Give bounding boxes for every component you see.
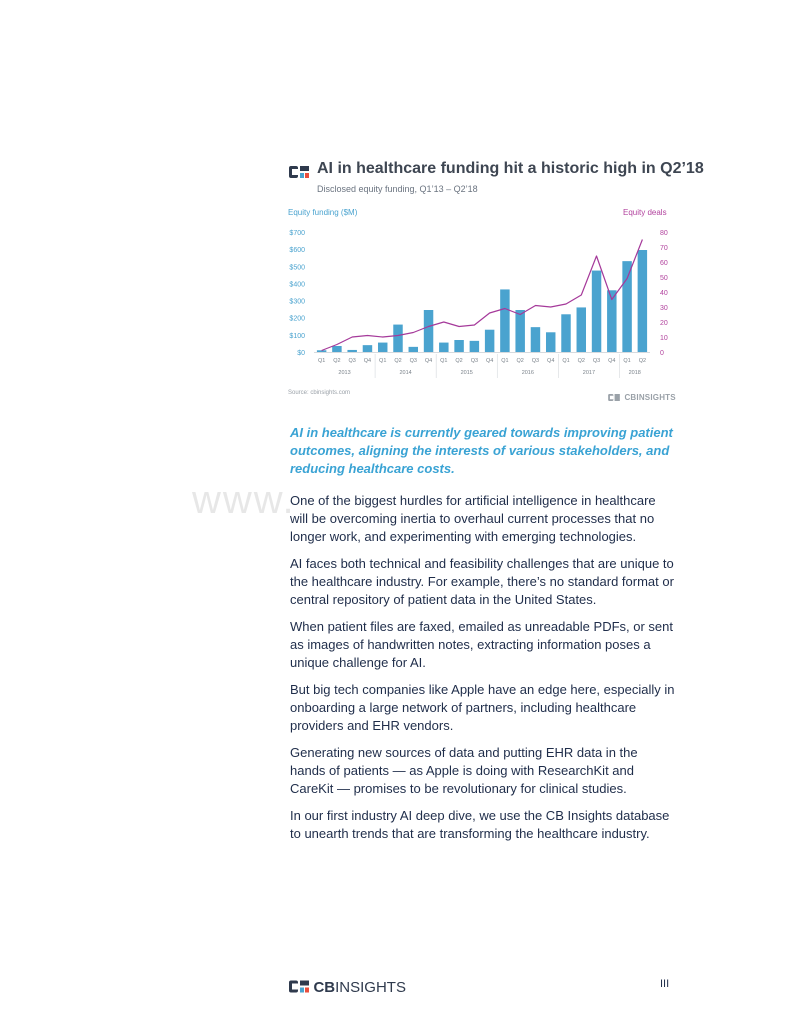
year-label: 2013 — [338, 370, 351, 376]
article-paragraph: Generating new sources of data and putting EHR data in the hands of patients — as Apple is doing with ResearchKit and CareKit — promises to be revolutionary for clinical studies. — [290, 745, 638, 796]
watermark: www. — [192, 478, 296, 522]
article-paragraph: AI faces both technical and feasibility challenges that are unique to the healthcare industry. For example, there’s no standard format or central repository of patient data in the United States. — [290, 556, 674, 607]
article-paragraph: But big tech companies like Apple have an edge here, especially in onboarding a large network of partners, including healthcare providers and EHR vendors. — [290, 682, 675, 733]
left-tick-label: $0 — [297, 350, 305, 357]
funding-bar — [439, 343, 448, 352]
quarter-label: Q4 — [424, 358, 433, 364]
quarter-label: Q2 — [394, 358, 402, 364]
funding-bar — [332, 346, 341, 352]
funding-bar — [485, 330, 494, 352]
year-label: 2014 — [399, 370, 412, 376]
year-label: 2015 — [460, 370, 473, 376]
quarter-label: Q1 — [440, 358, 448, 364]
left-tick-label: $500 — [289, 264, 305, 272]
right-tick-label: 50 — [660, 275, 668, 282]
chart-subtitle: Disclosed equity funding, Q1’13 – Q2’18 — [317, 184, 478, 194]
year-label: 2016 — [521, 370, 534, 376]
year-label: 2018 — [628, 370, 641, 376]
right-tick-label: 30 — [660, 305, 668, 312]
funding-bar — [546, 332, 555, 352]
quarter-label: Q1 — [379, 358, 387, 364]
quarter-label: Q3 — [531, 358, 540, 364]
article-paragraph: When patient files are faxed, emailed as unreadable PDFs, or sent as images of handwritten notes, extracting information poses a unique challenge for AI. — [290, 619, 673, 670]
footer-logo — [289, 979, 406, 997]
right-tick-label: 10 — [660, 335, 668, 342]
quarter-label: Q3 — [409, 358, 417, 364]
quarter-label: Q4 — [608, 358, 616, 364]
chart-title: AI in healthcare funding hit a historic high in Q2’18 — [317, 160, 704, 177]
article-lead: AI in healthcare is currently geared towards improving patient outcomes, aligning the interests of various stakeholders, and reducing healthcare costs. — [290, 425, 673, 476]
year-label: 2017 — [582, 370, 596, 376]
left-tick-label: $200 — [289, 315, 305, 323]
article-paragraph: In our first industry AI deep dive, we use the CB Insights database to unearth trends that are transforming the healthcare industry. — [290, 808, 670, 841]
left-tick-label: $700 — [289, 230, 305, 237]
quarter-label: Q4 — [363, 358, 372, 364]
funding-bar — [363, 345, 372, 352]
funding-bar — [622, 261, 631, 352]
page-number: III — [660, 978, 670, 990]
footer-brand-bold: CB — [313, 979, 336, 996]
article-body — [290, 424, 675, 852]
right-tick-label: 0 — [660, 350, 664, 357]
quarter-label: Q1 — [317, 358, 326, 364]
left-tick-label: $300 — [289, 298, 305, 306]
right-tick-label: 40 — [660, 290, 668, 297]
cb-logo-footer-icon — [289, 980, 309, 993]
quarter-label: Q3 — [348, 358, 356, 364]
funding-bar — [531, 327, 540, 352]
chart-source: Source: cbinsights.com — [288, 390, 351, 396]
right-tick-label: 20 — [660, 320, 668, 327]
funding-bar — [347, 350, 356, 352]
funding-bar — [577, 307, 586, 352]
quarter-label: Q3 — [592, 358, 601, 364]
quarter-label: Q2 — [577, 358, 585, 364]
quarter-label: Q2 — [333, 358, 341, 364]
funding-bar — [470, 341, 479, 352]
funding-bar — [393, 325, 402, 352]
article-paragraph: One of the biggest hurdles for artificial intelligence in healthcare will be overcoming inertia to overhaul current processes that no longer work, and experimenting with emerging technologies. — [290, 493, 656, 544]
left-tick-label: $600 — [289, 247, 305, 255]
funding-bar — [409, 347, 418, 352]
quarter-label: Q2 — [638, 358, 647, 364]
cb-logo-tiny-icon — [608, 394, 620, 401]
quarter-label: Q2 — [516, 358, 524, 364]
right-tick-label: 60 — [660, 260, 668, 267]
quarter-label: Q1 — [623, 358, 631, 364]
right-axis-title: Equity deals — [623, 208, 667, 217]
quarter-label: Q1 — [501, 358, 509, 364]
funding-bar — [515, 310, 524, 352]
right-tick-label: 80 — [660, 230, 668, 237]
quarter-label: Q4 — [485, 358, 494, 364]
funding-bar — [454, 340, 463, 352]
left-axis-title: Equity funding ($M) — [288, 208, 358, 217]
left-tick-label: $100 — [289, 332, 305, 340]
funding-bar — [378, 343, 387, 352]
funding-bar — [424, 310, 433, 352]
quarter-label: Q1 — [562, 358, 570, 364]
right-tick-label: 70 — [660, 245, 668, 252]
funding-bar — [592, 271, 601, 352]
cb-logo-icon — [289, 166, 309, 178]
chart-brand-text: CBINSIGHTS — [624, 393, 676, 402]
quarter-label: Q3 — [470, 358, 479, 364]
footer-brand-rest: INSIGHTS — [335, 979, 406, 996]
funding-chart — [280, 222, 680, 382]
quarter-label: Q2 — [455, 358, 463, 364]
funding-bar — [638, 250, 647, 352]
funding-bar — [500, 289, 509, 352]
funding-bar — [561, 314, 570, 352]
chart-brand-logo — [608, 387, 676, 405]
left-tick-label: $400 — [289, 281, 305, 289]
quarter-label: Q4 — [547, 358, 555, 364]
